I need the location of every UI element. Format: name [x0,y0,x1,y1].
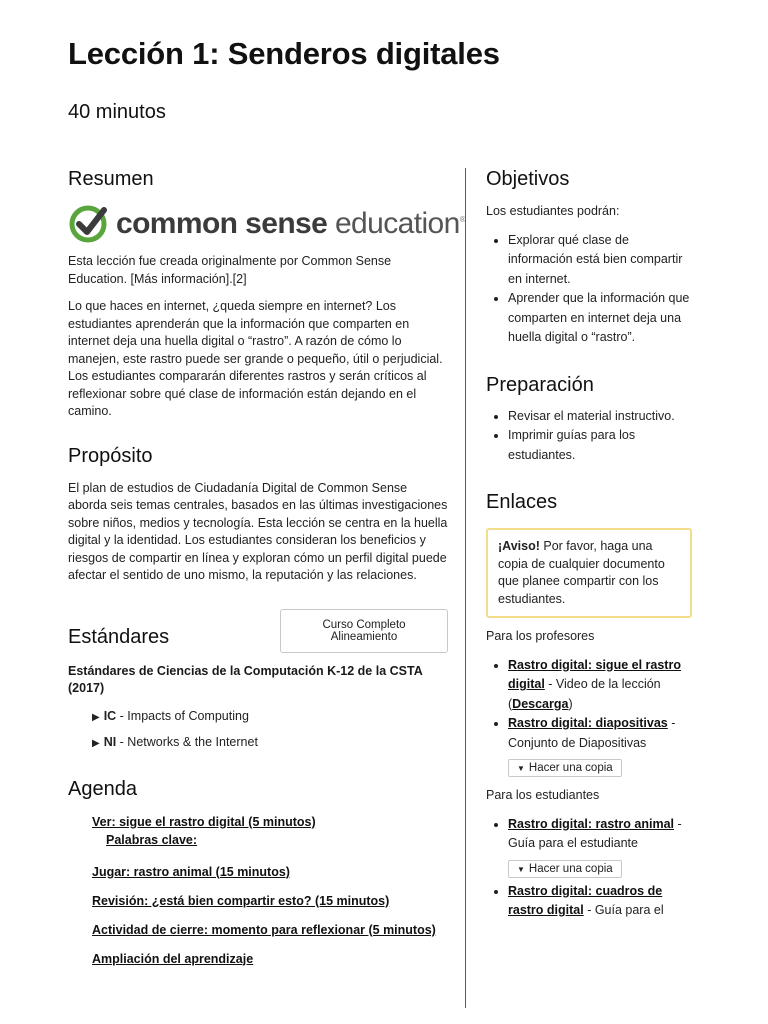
estandares-heading: Estándares [68,626,170,648]
right-column [486,168,692,921]
agenda-heading: Agenda [68,777,137,800]
agenda-link-jugar[interactable]: Jugar: rastro animal (15 minutos) [92,864,290,879]
preparacion-heading: Preparación [486,373,594,396]
objetivos-section [486,168,692,348]
list-item: • Rastro digital: cuadros de rastro digital - Guía para el [508,882,692,921]
objetivos-heading: Objetivos [486,168,570,190]
link-cuadros-rastro[interactable]: Rastro digital: cuadros de rastro digital [508,883,663,917]
lesson-duration: 40 minutos [68,101,166,123]
list-item: • Imprimir guías para los estudiantes. [508,426,692,465]
preparacion-section [486,374,692,466]
common-sense-logo [68,203,465,245]
list-item: • Aprender que la información que comparten en internet deja una huella digital o “rastro”. [508,289,692,348]
resumen-section [68,168,465,421]
make-copy-button[interactable]: ▼ Hacer una copia [508,860,622,878]
link-rastro-animal[interactable]: Rastro digital: rastro animal [508,816,675,831]
objetivos-intro: Los estudiantes podrán: [486,204,620,218]
agenda-link-palabras[interactable]: Palabras clave: [106,832,198,847]
link-sigue-el-rastro[interactable]: Rastro digital: sigue el rastro digital [508,657,681,691]
teachers-links [486,656,692,782]
agenda-link-ver[interactable]: Ver: sigue el rastro digital (5 minutos) [92,814,316,829]
agenda-link-revision[interactable]: Revisión: ¿está bien compartir esto? (15 minutos) [92,893,390,908]
teachers-label: Para los profesores [486,629,595,643]
proposito-heading: Propósito [68,444,153,467]
agenda-list [68,813,448,968]
enlaces-heading: Enlaces [486,491,558,513]
agenda-link-ampliacion[interactable]: Ampliación del aprendizaje [92,951,254,966]
list-item: • Rastro digital: sigue el rastro digital - Video de la lección (Descarga) [508,656,692,715]
checkmark-logo-icon [68,204,108,244]
list-item: • Revisar el material instructivo. [508,407,692,427]
proposito-section [68,445,448,585]
left-column [68,168,465,979]
caret-down-icon: ▼ [517,764,525,773]
list-item: • Rastro digital: diapositivas - Conjunto de Diapositivas ▼ Hacer una copia [508,714,692,781]
caret-down-icon: ▼ [517,864,525,874]
column-divider [465,168,466,1008]
logo-wordmark: common sense education® [116,207,465,240]
list-item: • Rastro digital: rastro animal - Guía para el estudiante ▼ Hacer una copia [508,815,692,882]
page-title: Lección 1: Senderos digitales [68,36,500,71]
standard-item[interactable]: ▶ IC - Impacts of Computing [92,708,249,723]
standard-item[interactable]: ▶ NI - Networks & the Internet [92,734,258,749]
csta-standards-title: Estándares de Ciencias de la Computación K-12 de la CSTA (2017) [68,663,423,695]
agenda-section [68,778,448,968]
standards-list [68,704,448,756]
credit-text: Esta lección fue creada originalmente por Common Sense Education. [Más información].[2] [68,254,392,286]
preparacion-list [486,407,692,466]
list-item: • Explorar qué clase de información está bien compartir en internet. [508,231,692,290]
link-descarga[interactable]: Descarga [512,696,569,711]
notice-box: ¡Aviso! Por favor, haga una copia de cualquier documento que planee compartir con los estudiantes. [486,528,692,618]
students-label: Para los estudiantes [486,788,600,802]
objetivos-list [486,231,692,348]
resumen-body: Lo que haces en internet, ¿queda siempre en internet? Los estudiantes aprenderán que la información que comparten en internet deja una huella digital o “rastro”. A razón de cómo lo manejen, este rastro puede ser grande o pequeño, útil o perjudicial. Los estudiantes compararán diferentes rastros y serán críticos al reflexionar sobre qué clase de información están dejando en el camino. [68,299,443,418]
alignment-button[interactable]: Curso Completo Alineamiento [280,609,448,653]
enlaces-section [486,491,692,921]
proposito-body: El plan de estudios de Ciudadanía Digital de Common Sense aborda seis temas centrales, basados en las últimas investigaciones sobre niños, medios y tecnología. Esta lección se centra en la huella digital y la identidad. Los estudiantes consideran los beneficios y riesgos de compartir en línea y exploran cómo un perfil digital puede afectar el sentido de uno mismo, la reputación y las relaciones. [68,480,448,582]
estandares-section [68,609,448,756]
students-links [486,815,692,921]
resumen-heading: Resumen [68,168,154,190]
agenda-link-cierre[interactable]: Actividad de cierre: momento para reflexionar (5 minutos) [92,922,436,937]
triangle-right-icon: ▶ [92,737,100,749]
link-diapositivas[interactable]: Rastro digital: diapositivas [508,716,668,730]
triangle-right-icon: ▶ [92,711,100,723]
make-copy-button[interactable]: ▼ Hacer una copia [508,759,622,777]
